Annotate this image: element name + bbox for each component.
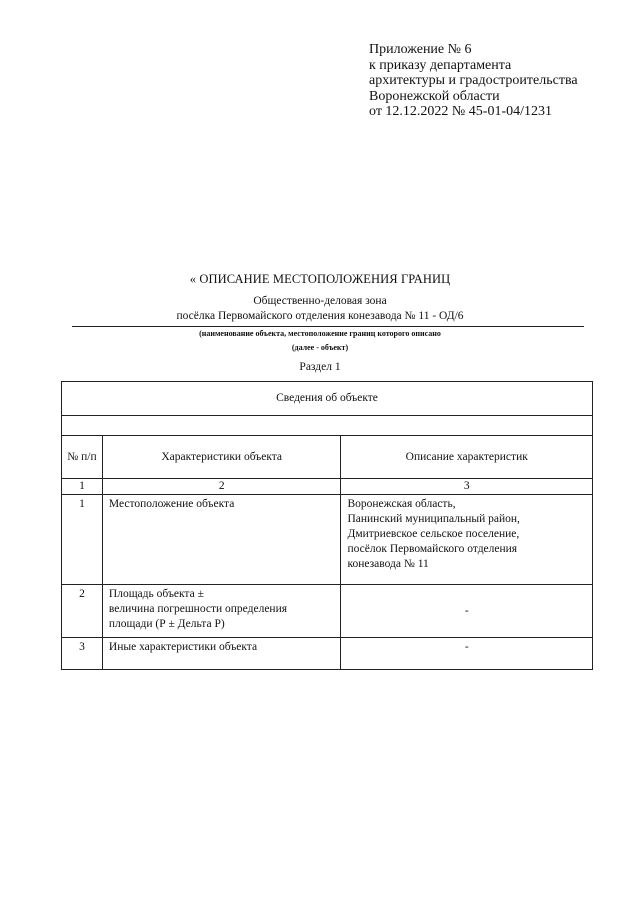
appendix-line: от 12.12.2022 № 45-01-04/1231 (369, 104, 553, 119)
table-caption: Сведения об объекте (62, 382, 593, 416)
object-info-table (61, 381, 593, 670)
description-line: Воронежская область, (347, 498, 456, 510)
description-line: посёлок Первомайского отделения (347, 543, 518, 555)
header-characteristics: Характеристики объекта (102, 436, 341, 479)
description-line: конезавода № 11 (347, 558, 429, 570)
row-characteristic (102, 585, 341, 638)
appendix-header (369, 42, 578, 120)
row-characteristic: Местоположение объекта (102, 495, 341, 585)
section-title: Раздел 1 (299, 361, 341, 373)
field-note-continued: (далее - объект) (291, 343, 349, 352)
header-description: Описание характеристик (341, 436, 593, 479)
table-row (62, 585, 593, 638)
row-characteristic: Иные характеристики объекта (102, 638, 341, 670)
column-number: 3 (341, 479, 593, 495)
table-row (62, 495, 593, 585)
appendix-line: Приложение № 6 (369, 42, 472, 57)
row-description: - (341, 585, 593, 638)
underline-divider (72, 326, 584, 327)
row-num: 2 (62, 585, 103, 638)
field-note: (наименование объекта, местоположение границ которого описано (199, 329, 441, 338)
document-title: « ОПИСАНИЕ МЕСТОПОЛОЖЕНИЯ ГРАНИЦ (189, 272, 451, 286)
empty-row (62, 416, 593, 436)
header-num: № п/п (62, 436, 103, 479)
row-description: - (341, 638, 593, 670)
column-number: 2 (102, 479, 341, 495)
appendix-line: архитектуры и градостроительства (369, 73, 578, 88)
description-line: Дмитриевское сельское поселение, (347, 528, 520, 540)
characteristic-line: Площадь объекта ± (108, 588, 204, 600)
description-line: Панинский муниципальный район, (347, 513, 520, 525)
appendix-line: к приказу департамента (369, 57, 512, 73)
column-number: 1 (62, 479, 103, 495)
characteristic-line: площади (Р ± Дельта Р) (108, 618, 225, 630)
row-num: 1 (62, 495, 103, 585)
row-description (341, 495, 593, 585)
object-location: посёлка Первомайского отделения конезавода № 11 - ОД/6 (176, 310, 464, 322)
row-num: 3 (62, 638, 103, 670)
characteristic-line: величина погрешности определения (108, 603, 288, 615)
object-name: Общественно-деловая зона (253, 295, 387, 307)
table-row (62, 638, 593, 670)
appendix-line: Воронежской области (369, 88, 500, 104)
